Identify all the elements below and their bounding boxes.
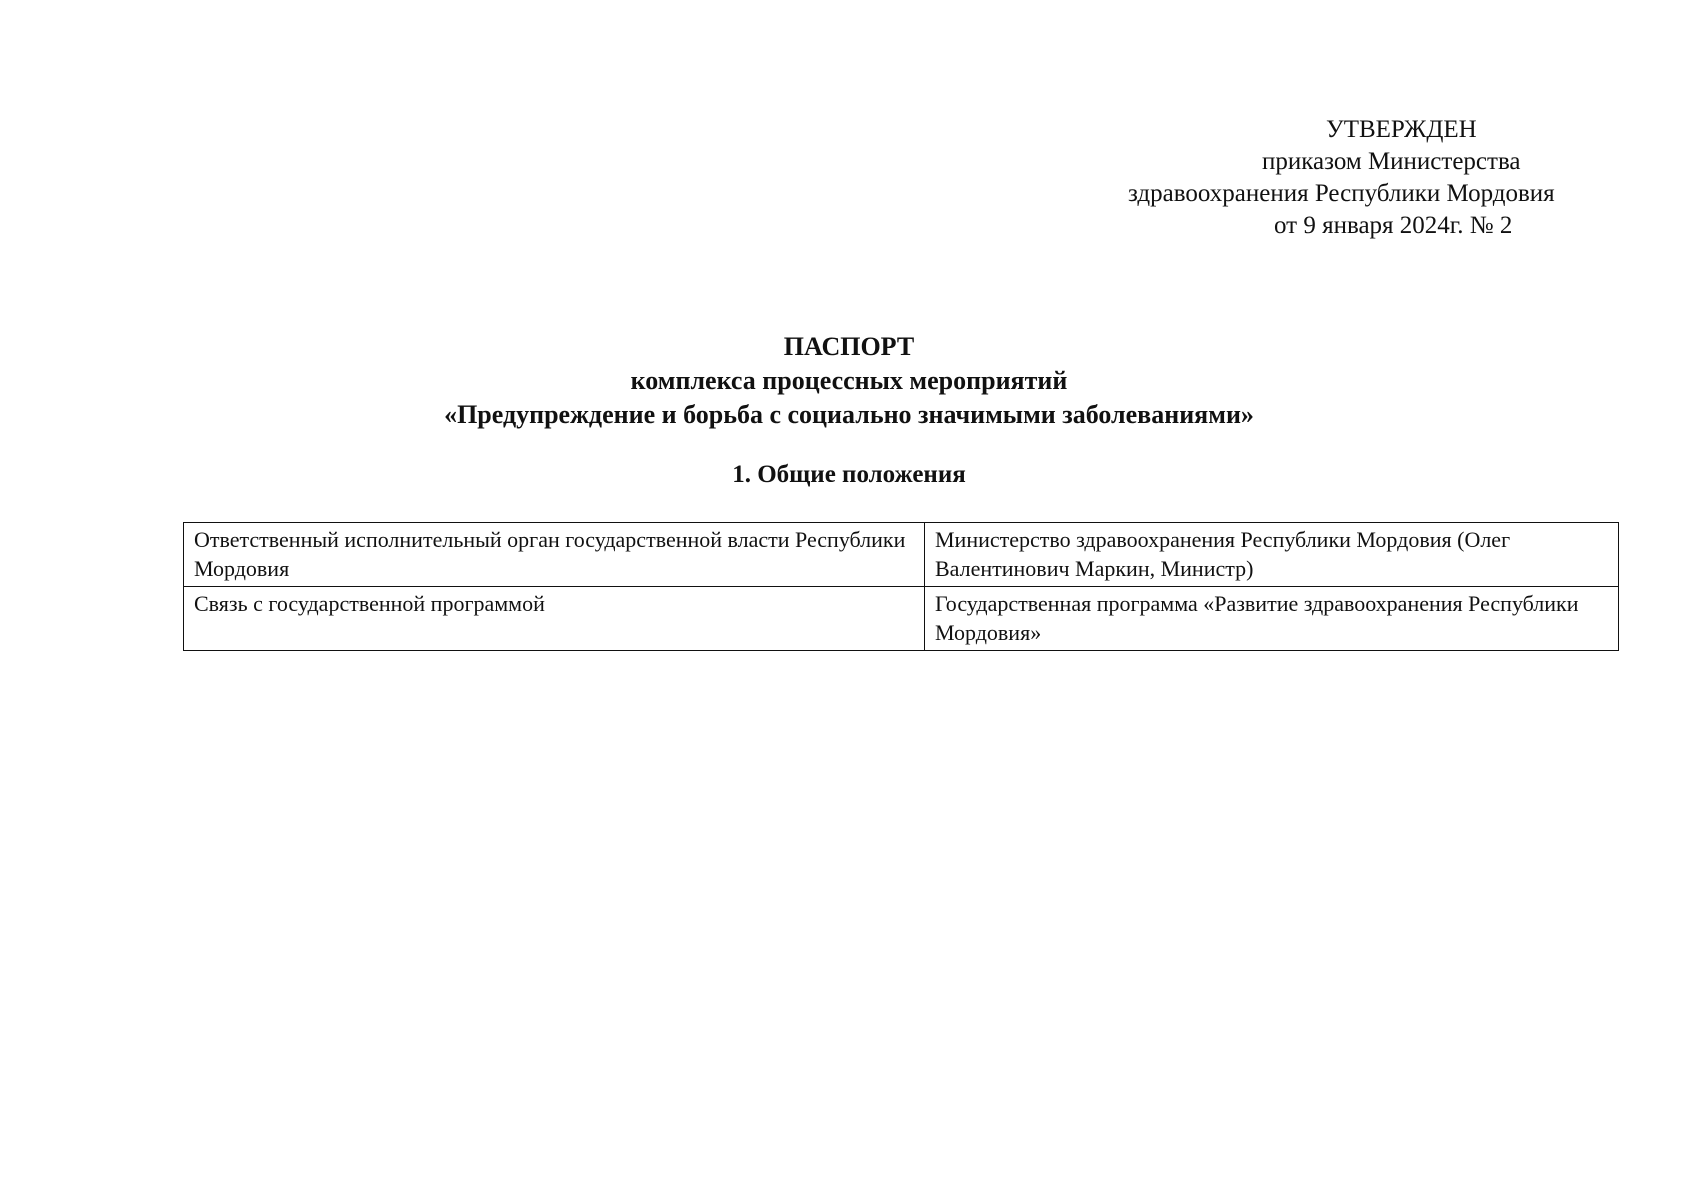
table-row: [184, 587, 1619, 651]
table-cell-value: Министерство здравоохранения Республики Мордовия (Олег Валентинович Маркин, Министр): [925, 523, 1619, 587]
title-program-name: «Предупреждение и борьба с социально значимыми заболеваниями»: [444, 400, 1254, 429]
table-cell-value: Государственная программа «Развитие здравоохранения Республики Мордовия»: [925, 587, 1619, 651]
approval-order-line: приказом Министерства: [1262, 148, 1521, 175]
table-cell-label: Ответственный исполнительный орган государственной власти Республики Мордовия: [184, 523, 925, 587]
section-heading: 1. Общие положения: [732, 461, 966, 488]
approval-date-line: от 9 января 2024г. № 2: [1274, 212, 1513, 239]
document-title: [0, 330, 1698, 432]
approval-heading: УТВЕРЖДЕН: [1326, 116, 1477, 143]
title-passport: ПАСПОРТ: [783, 332, 915, 361]
title-subtitle: комплекса процессных мероприятий: [630, 366, 1068, 395]
general-provisions-table: [183, 522, 1619, 651]
approval-stamp: [1120, 114, 1620, 242]
approval-ministry-line: здравоохранения Республики Мордовия: [1128, 180, 1555, 207]
table-row: [184, 523, 1619, 587]
table-cell-label: Связь с государственной программой: [184, 587, 925, 651]
